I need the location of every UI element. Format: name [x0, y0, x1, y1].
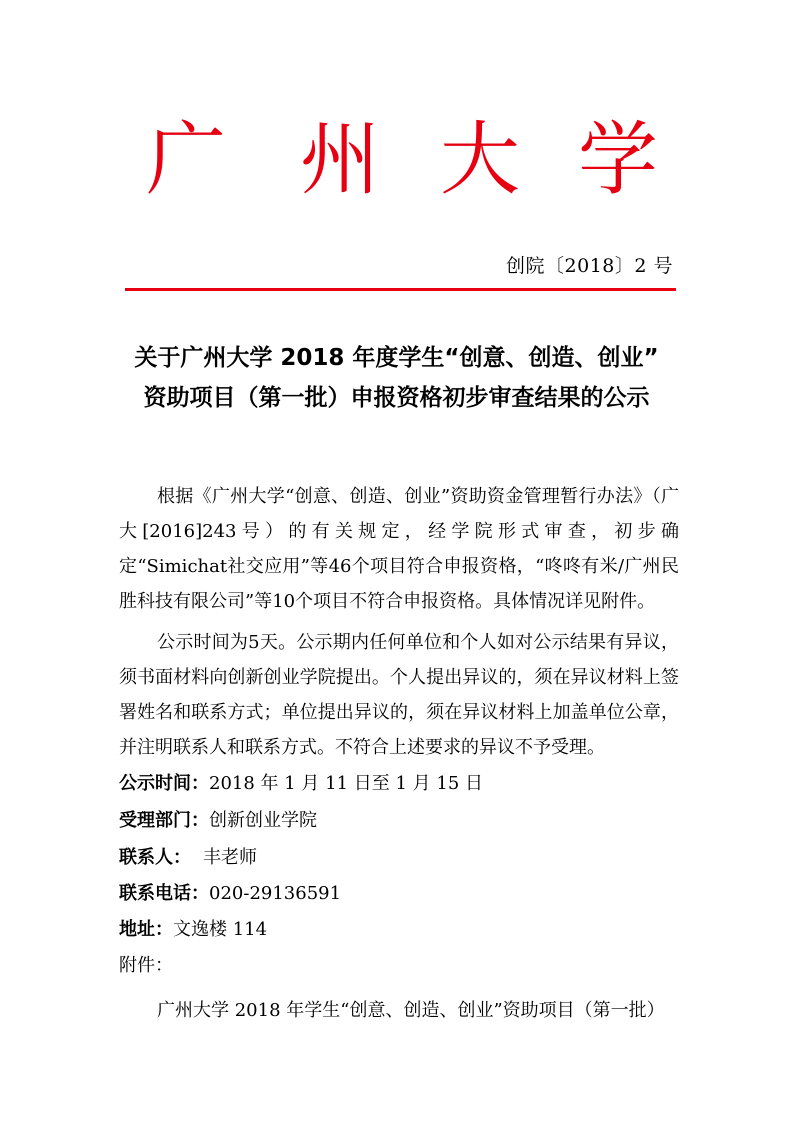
field-value: 2018 年 1 月 11 日至 1 月 15 日	[209, 773, 484, 794]
title-line-2: 资助项目（第一批）申报资格初步审查结果的公示	[143, 385, 650, 411]
phone-field	[119, 878, 341, 910]
masthead-char-1: 广	[146, 113, 226, 206]
field-label: 联系电话：	[119, 883, 209, 904]
department-field	[119, 805, 317, 837]
red-divider-line	[125, 288, 676, 291]
field-value: 文逸楼 114	[173, 919, 268, 940]
field-label: 受理部门：	[119, 810, 209, 831]
field-label: 联系人：	[119, 847, 191, 868]
body-paragraph-2: 公示时间为5天。公示期内任何单位和个人如对公示结果有异议，须书面材料向创新创业学院提出。个人提出异议的，须在异议材料上签署姓名和联系方式；单位提出异议的，须在异议材料上加盖单位公章，并注明联系人和联系方式。不符合上述要求的异议不予受理。	[119, 632, 679, 758]
field-label: 地址：	[119, 919, 173, 940]
publicity-period-field	[119, 768, 483, 800]
attachment-title: 广州大学 2018 年学生“创意、创造、创业”资助项目（第一批）	[157, 1000, 665, 1021]
masthead-char-2: 州	[300, 113, 380, 206]
title-line-1: 关于广州大学 2018 年度学生“创意、创造、创业”	[134, 345, 659, 371]
field-value: 丰老师	[203, 847, 257, 868]
university-masthead	[0, 110, 793, 210]
address-field	[119, 914, 267, 946]
field-value: 020-29136591	[209, 883, 342, 904]
masthead-char-4: 学	[578, 113, 658, 206]
body-paragraph-1: 根据《广州大学“创意、创造、创业”资助资金管理暂行办法》（广大[2016]243号）的有关规定，经学院形式审查，初步确定“Simichat社交应用”等46个项目符合申报资格，“咚咚有米/广州民胜科技有限公司”等10个项目不符合申报资格。具体情况详见附件。	[119, 486, 679, 612]
attachment-label: 附件：	[119, 955, 173, 976]
document-number: 创院〔2018〕2 号	[506, 255, 673, 277]
document-title	[100, 338, 693, 418]
masthead-char-3: 大	[440, 113, 520, 206]
contact-person-field	[119, 842, 257, 874]
field-label: 公示时间：	[119, 773, 209, 794]
field-value: 创新创业学院	[209, 810, 317, 831]
